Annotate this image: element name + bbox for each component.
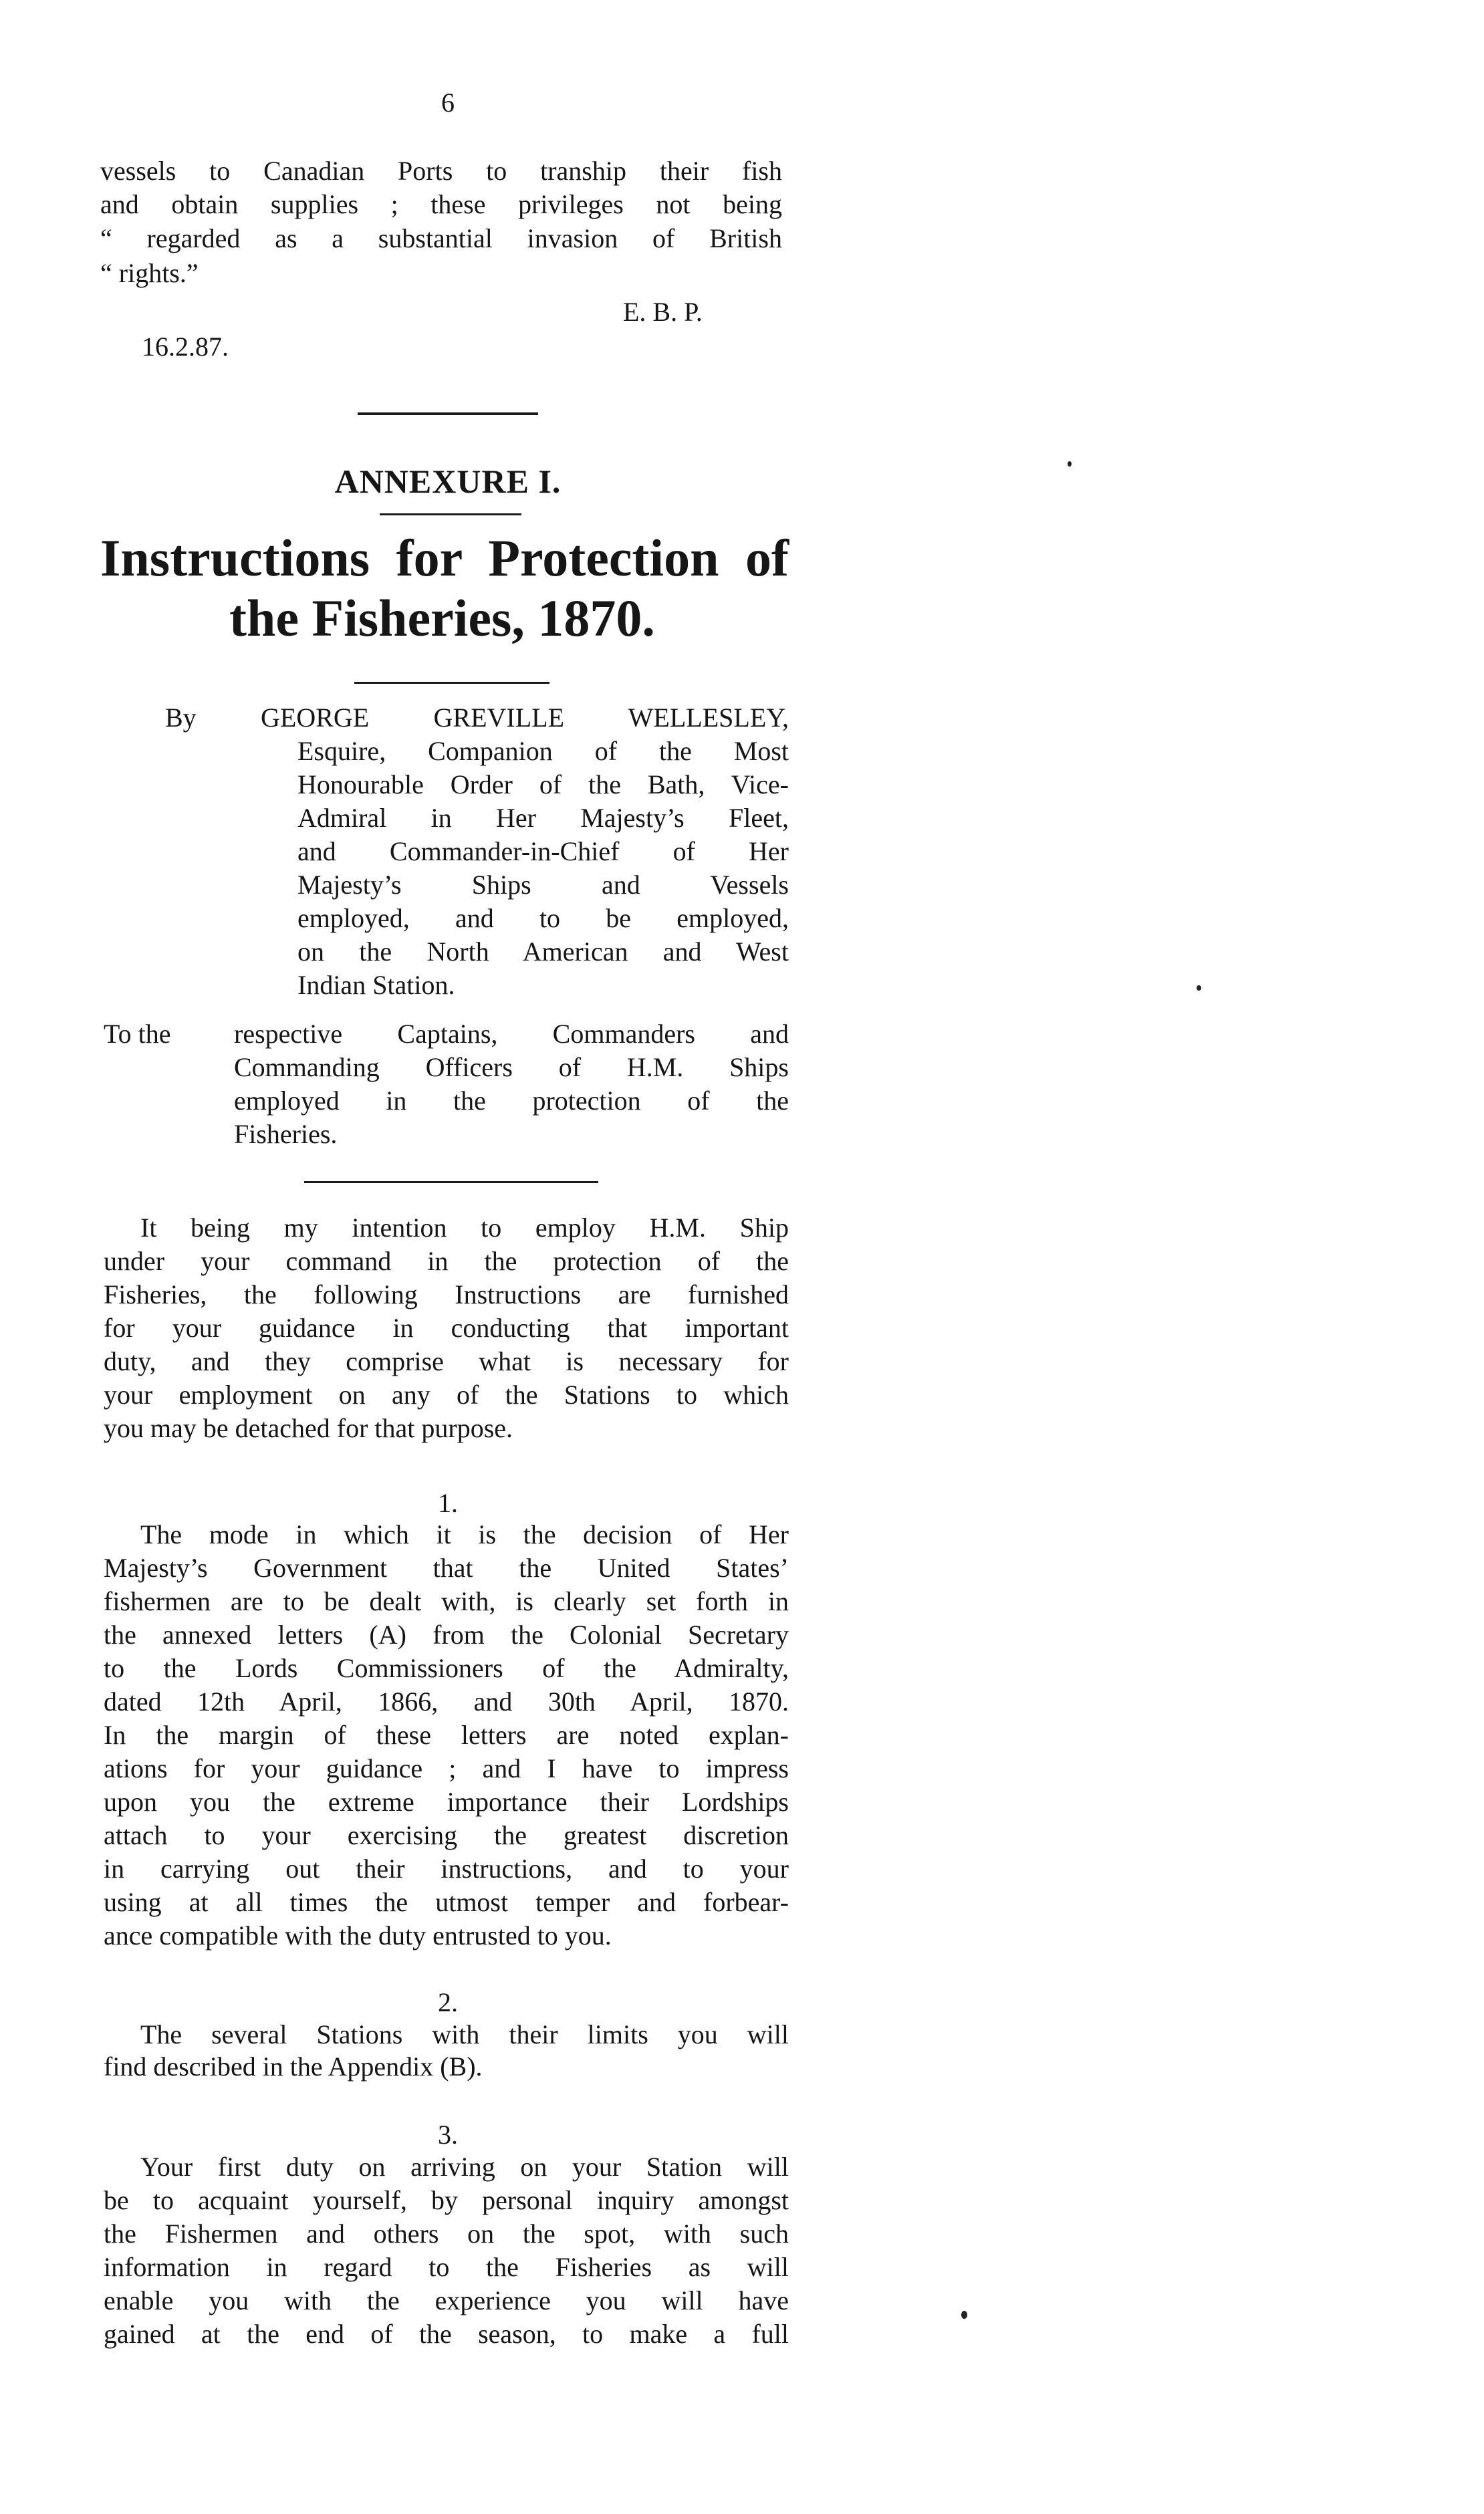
paragraph-line: duty, and they comprise what is necessary for <box>104 1346 789 1376</box>
by-line: and Commander-in-Chief of Her <box>297 836 789 866</box>
section-line: gained at the end of the season, to make a full <box>104 2319 789 2349</box>
paragraph-line: for your guidance in conducting that important <box>104 1313 789 1343</box>
by-line: employed, and to be employed, <box>297 903 789 933</box>
section-line: attach to your exercising the greatest discretion <box>104 1820 789 1850</box>
by-line: Indian Station. <box>297 970 455 1000</box>
by-line: Honourable Order of the Bath, Vice- <box>297 769 789 799</box>
section-number: 1. <box>438 1488 458 1518</box>
section-line: The several Stations with their limits you will <box>140 2019 789 2049</box>
section-line: upon you the extreme importance their Lordships <box>104 1787 789 1817</box>
by-line: Admiral in Her Majesty’s Fleet, <box>297 803 789 833</box>
heading-rule <box>380 513 521 515</box>
section-line: enable you with the experience you will have <box>104 2285 789 2315</box>
section-rule <box>304 1181 598 1183</box>
separator-rule <box>358 412 538 415</box>
section-line: In the margin of these letters are noted explan- <box>104 1720 789 1750</box>
title-rule <box>354 682 549 684</box>
paragraph-line: under your command in the protection of the <box>104 1246 789 1276</box>
signature-initials: E. B. P. <box>623 297 703 327</box>
section-line: the annexed letters (A) from the Colonial Secretary <box>104 1620 789 1650</box>
to-line: employed in the protection of the <box>234 1086 789 1116</box>
intro-line: and obtain supplies ; these privileges not being <box>100 189 782 219</box>
section-line: Majesty’s Government that the United States’ <box>104 1553 789 1583</box>
section-number: 3. <box>438 2120 458 2150</box>
scan-speck <box>961 2311 967 2319</box>
annexure-heading: ANNEXURE I. <box>334 463 562 500</box>
by-line: Esquire, Companion of the Most <box>297 736 789 766</box>
section-line: dated 12th April, 1866, and 30th April, 1870. <box>104 1686 789 1717</box>
intro-line: “ rights.” <box>100 258 199 288</box>
paragraph-line: you may be detached for that purpose. <box>104 1413 513 1443</box>
by-line: on the North American and West <box>297 936 789 967</box>
to-lead: To the <box>104 1019 171 1049</box>
section-line: find described in the Appendix (B). <box>104 2051 483 2082</box>
title-line-2: the Fisheries, 1870. <box>229 589 655 647</box>
to-line: respective Captains, Commanders and <box>234 1019 789 1049</box>
paragraph-line: your employment on any of the Stations to which <box>104 1380 789 1410</box>
intro-line: vessels to Canadian Ports to tranship their fish <box>100 156 782 186</box>
scan-speck <box>1068 461 1072 467</box>
section-line: fishermen are to be dealt with, is clearly set forth in <box>104 1586 789 1616</box>
by-line: Majesty’s Ships and Vessels <box>297 870 789 900</box>
title-line-1: Instructions for Protection of <box>100 529 789 587</box>
section-line: The mode in which it is the decision of Her <box>140 1519 789 1549</box>
scan-speck <box>1197 985 1201 991</box>
section-line: in carrying out their instructions, and to your <box>104 1854 789 1884</box>
section-line: the Fishermen and others on the spot, with such <box>104 2219 789 2249</box>
paragraph-line: It being my intention to employ H.M. Ship <box>140 1213 789 1243</box>
section-line: using at all times the utmost temper and forbear- <box>104 1887 789 1917</box>
section-line: Your first duty on arriving on your Station will <box>140 2152 789 2182</box>
by-lead: By GEORGE GREVILLE WELLESLEY, <box>165 703 789 733</box>
to-line: Fisheries. <box>234 1119 338 1149</box>
intro-line: “ regarded as a substantial invasion of British <box>100 223 782 253</box>
section-line: information in regard to the Fisheries as will <box>104 2252 789 2282</box>
paragraph-line: Fisheries, the following Instructions are furnished <box>104 1279 789 1309</box>
intro-date: 16.2.87. <box>142 332 229 362</box>
section-line: ations for your guidance ; and I have to impress <box>104 1753 789 1783</box>
section-number: 2. <box>438 1987 458 2017</box>
to-line: Commanding Officers of H.M. Ships <box>234 1052 789 1082</box>
section-line: to the Lords Commissioners of the Admiralty, <box>104 1653 789 1683</box>
page-number: 6 <box>441 88 455 118</box>
section-line: be to acquaint yourself, by personal inquiry amongst <box>104 2185 789 2215</box>
section-line: ance compatible with the duty entrusted to you. <box>104 1920 612 1951</box>
